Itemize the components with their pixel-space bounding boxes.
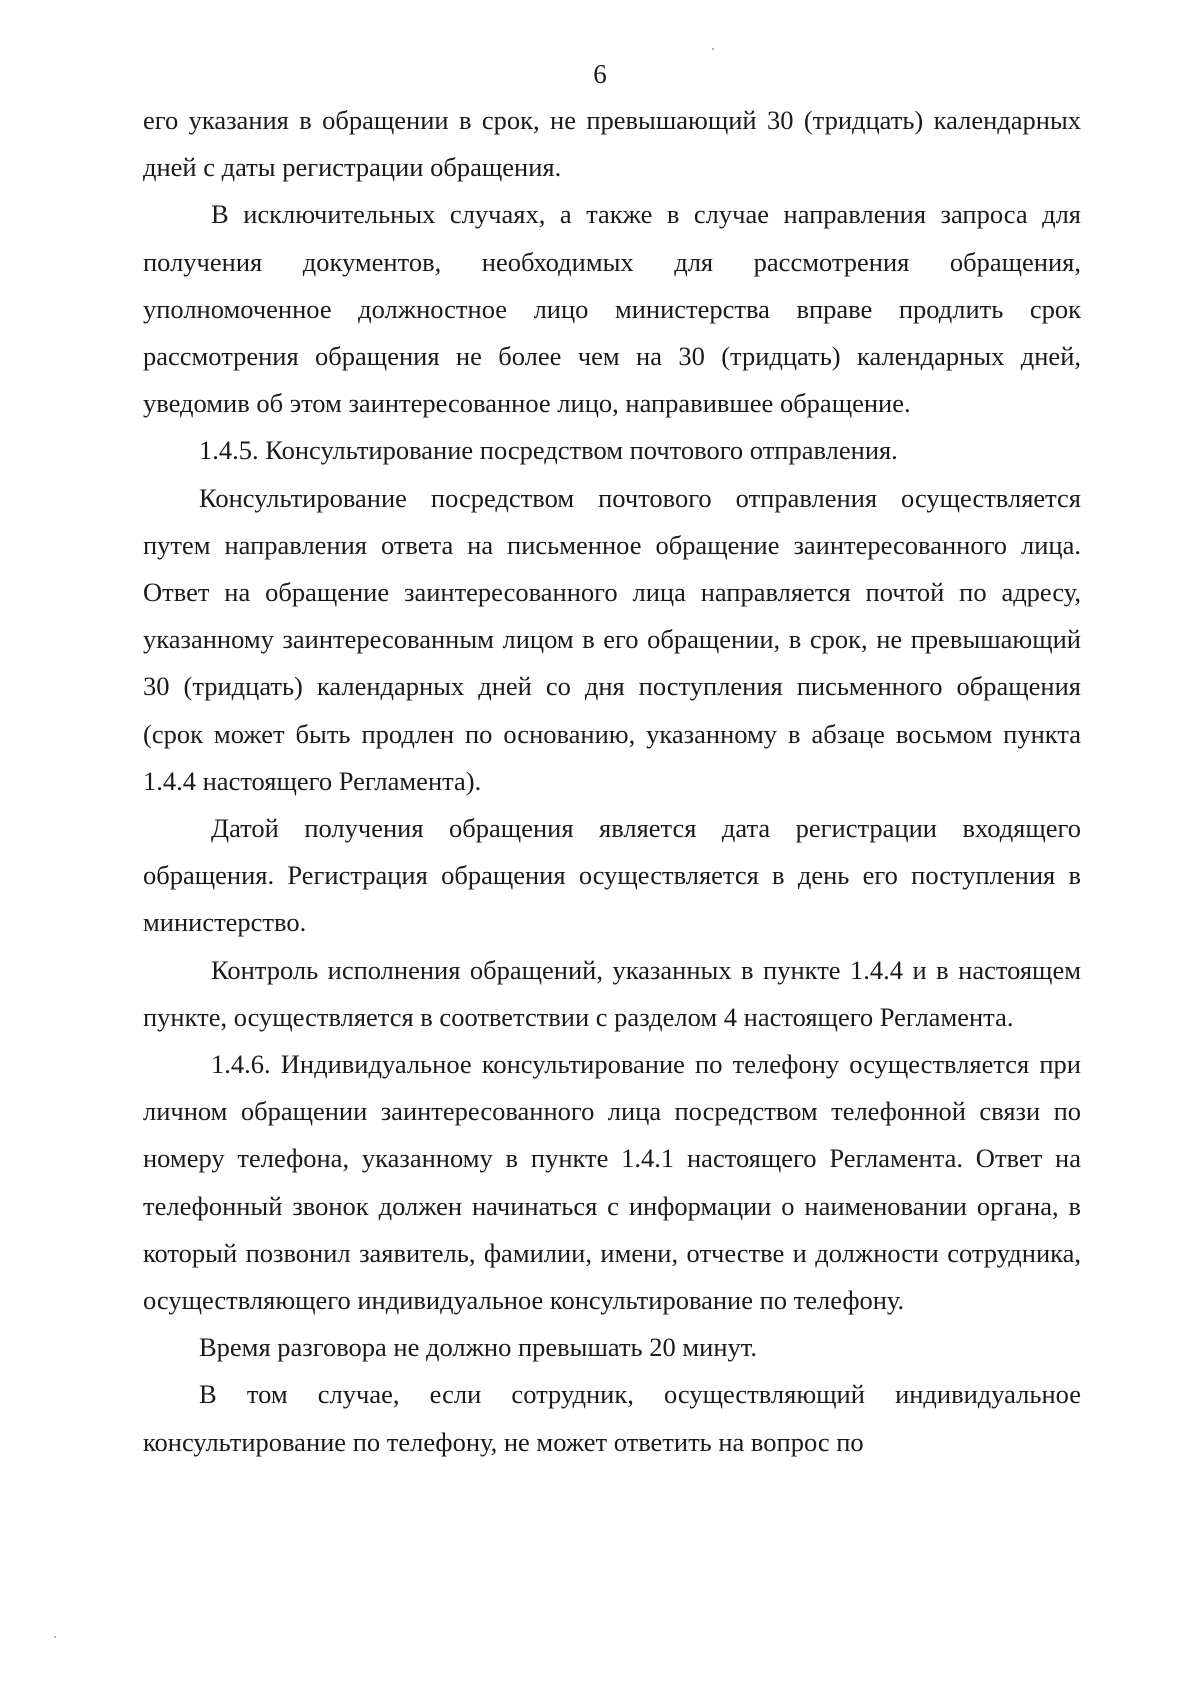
paragraph-exceptional-cases: В исключительных случаях, а также в случае направления запроса для получения документов, необходимых для рассмотрения обращения, уполномоченное должностное лицо министерства вправе продлить срок рассмотрения обращения не более чем на 30 (тридцать) календарных дней, уведомив об этом заинтересованное лицо, направившее обращение. — [143, 199, 1081, 419]
paragraph-call-duration: Время разговора не должно превышать 20 минут. — [199, 1332, 757, 1363]
paragraph-cannot-answer: В том случае, если сотрудник, осуществляющий индивидуальное консультирование по телефону, не может ответить на вопрос по — [143, 1379, 1081, 1457]
document-body — [143, 97, 1081, 1466]
paragraph-receipt-date: Датой получения обращения является дата регистрации входящего обращения. Регистрация обращения осуществляется в день его поступления в министерство. — [143, 813, 1081, 938]
paragraph-continuation: его указания в обращении в срок, не превышающий 30 (тридцать) календарных дней с даты регистрации обращения. — [143, 105, 1081, 183]
paragraph-phone-consulting-1-4-6: 1.4.6. Индивидуальное консультирование по телефону осуществляется при личном обращении заинтересованного лица посредством телефонной связи по номеру телефона, указанному в пункте 1.4.1 настоящего Регламента. Ответ на телефонный звонок должен начинаться с информации о наименовании органа, в который позвонил заявитель, фамилии, имени, отчестве и должности сотрудника, осуществляющего индивидуальное консультирование по телефону. — [143, 1049, 1081, 1316]
scan-speck — [54, 1636, 56, 1638]
page-number: 6 — [593, 59, 607, 89]
section-heading-1-4-5: 1.4.5. Консультирование посредством почтового отправления. — [199, 435, 898, 466]
paragraph-postal-consulting: Консультирование посредством почтового отправления осуществляется путем направления ответа на письменное обращение заинтересованного лица. Ответ на обращение заинтересованного лица направляется почтой по адресу, указанному заинтересованным лицом в его обращении, в срок, не превышающий 30 (тридцать) календарных дней со дня поступления письменного обращения (срок может быть продлен по основанию, указанному в абзаце восьмом пункта 1.4.4 настоящего Регламента). — [143, 482, 1081, 796]
paragraph-control: Контроль исполнения обращений, указанных в пункте 1.4.4 и в настоящем пункте, осуществляется в соответствии с разделом 4 настоящего Регламента. — [143, 954, 1081, 1032]
scan-speck — [712, 48, 714, 50]
